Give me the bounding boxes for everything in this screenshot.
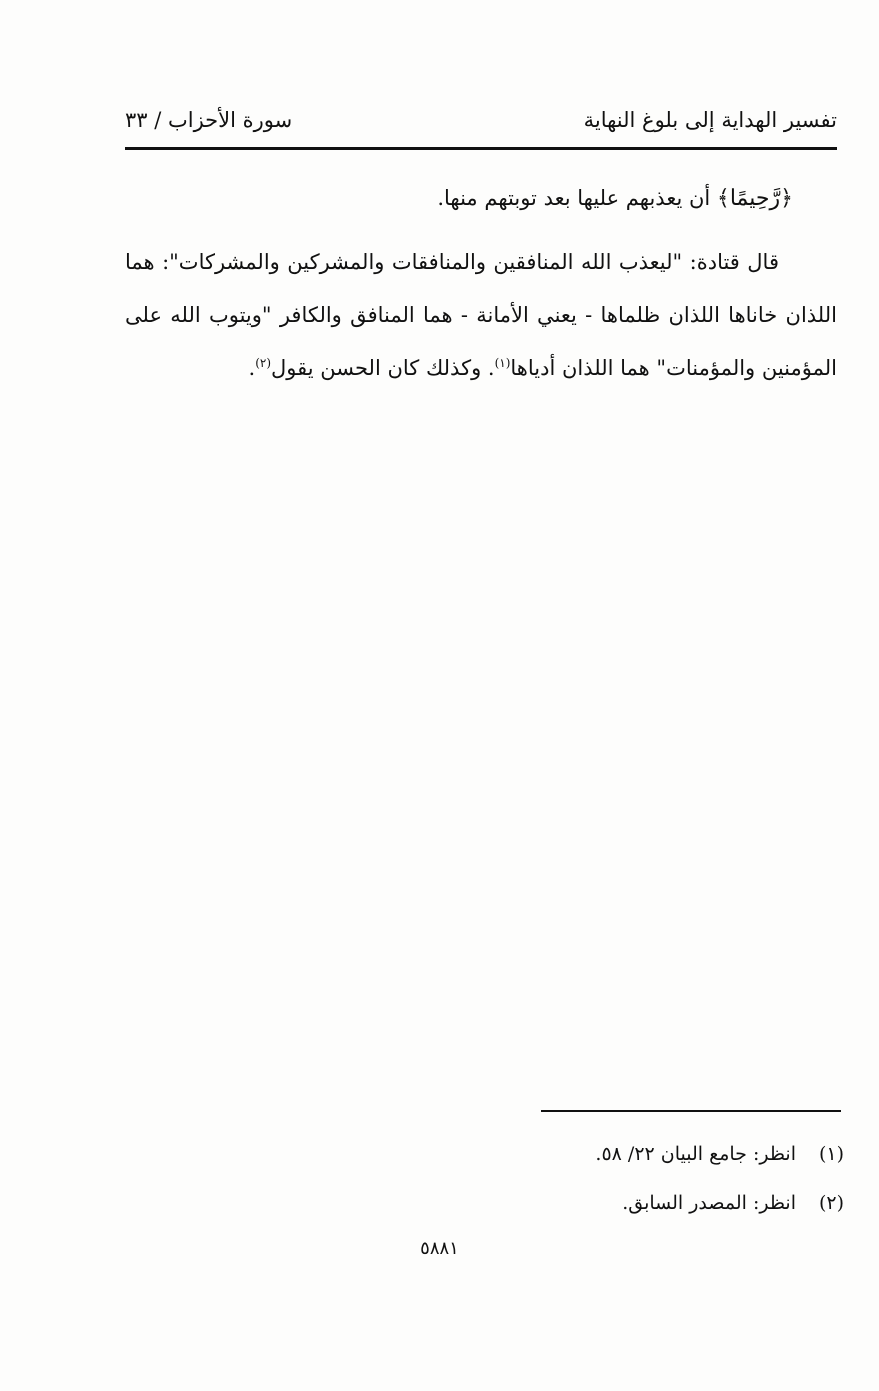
footnote-text: انظر: جامع البيان ٢٢/ ٥٨. xyxy=(595,1143,796,1165)
running-header xyxy=(125,104,837,144)
header-rule xyxy=(125,147,837,150)
verse-commentary-paragraph xyxy=(125,172,837,225)
page-number: ٥٨٨١ xyxy=(420,1238,459,1259)
footnote-ref-2: (٢) xyxy=(255,356,272,370)
footnote-2 xyxy=(400,1192,844,1241)
surah-reference: سورة الأحزاب / ٣٣ xyxy=(125,108,293,132)
footnote-number: (١) xyxy=(818,1143,844,1165)
qatada-paragraph xyxy=(125,236,837,395)
paragraph-text-continued: . وكذلك كان الحسن يقول xyxy=(271,356,495,380)
book-title: تفسير الهداية إلى بلوغ النهاية xyxy=(583,108,837,132)
footnote-text: انظر: المصدر السابق. xyxy=(622,1192,796,1214)
verse-comment: أن يعذبهم عليها بعد توبتهم منها. xyxy=(437,186,717,210)
paragraph-text: قال قتادة: "ليعذب الله المنافقين والمنافقات والمشركين والمشركات": هما اللذان خاناها اللذان ظلماها - يعني الأمانة - هما المنافق والكافر "ويتوب الله على المؤمنين والمؤمنات" هما اللذان أدياها xyxy=(125,250,837,380)
paragraph-end: . xyxy=(248,356,256,380)
footnote-separator xyxy=(541,1110,841,1112)
main-text xyxy=(125,172,837,395)
footnote-ref-1: (١) xyxy=(494,356,511,370)
footnote-1 xyxy=(400,1143,844,1192)
quran-verse-word: ﴿رَّحِيمًا﴾ xyxy=(716,186,793,211)
footnote-number: (٢) xyxy=(818,1192,844,1214)
footnotes xyxy=(400,1143,844,1241)
